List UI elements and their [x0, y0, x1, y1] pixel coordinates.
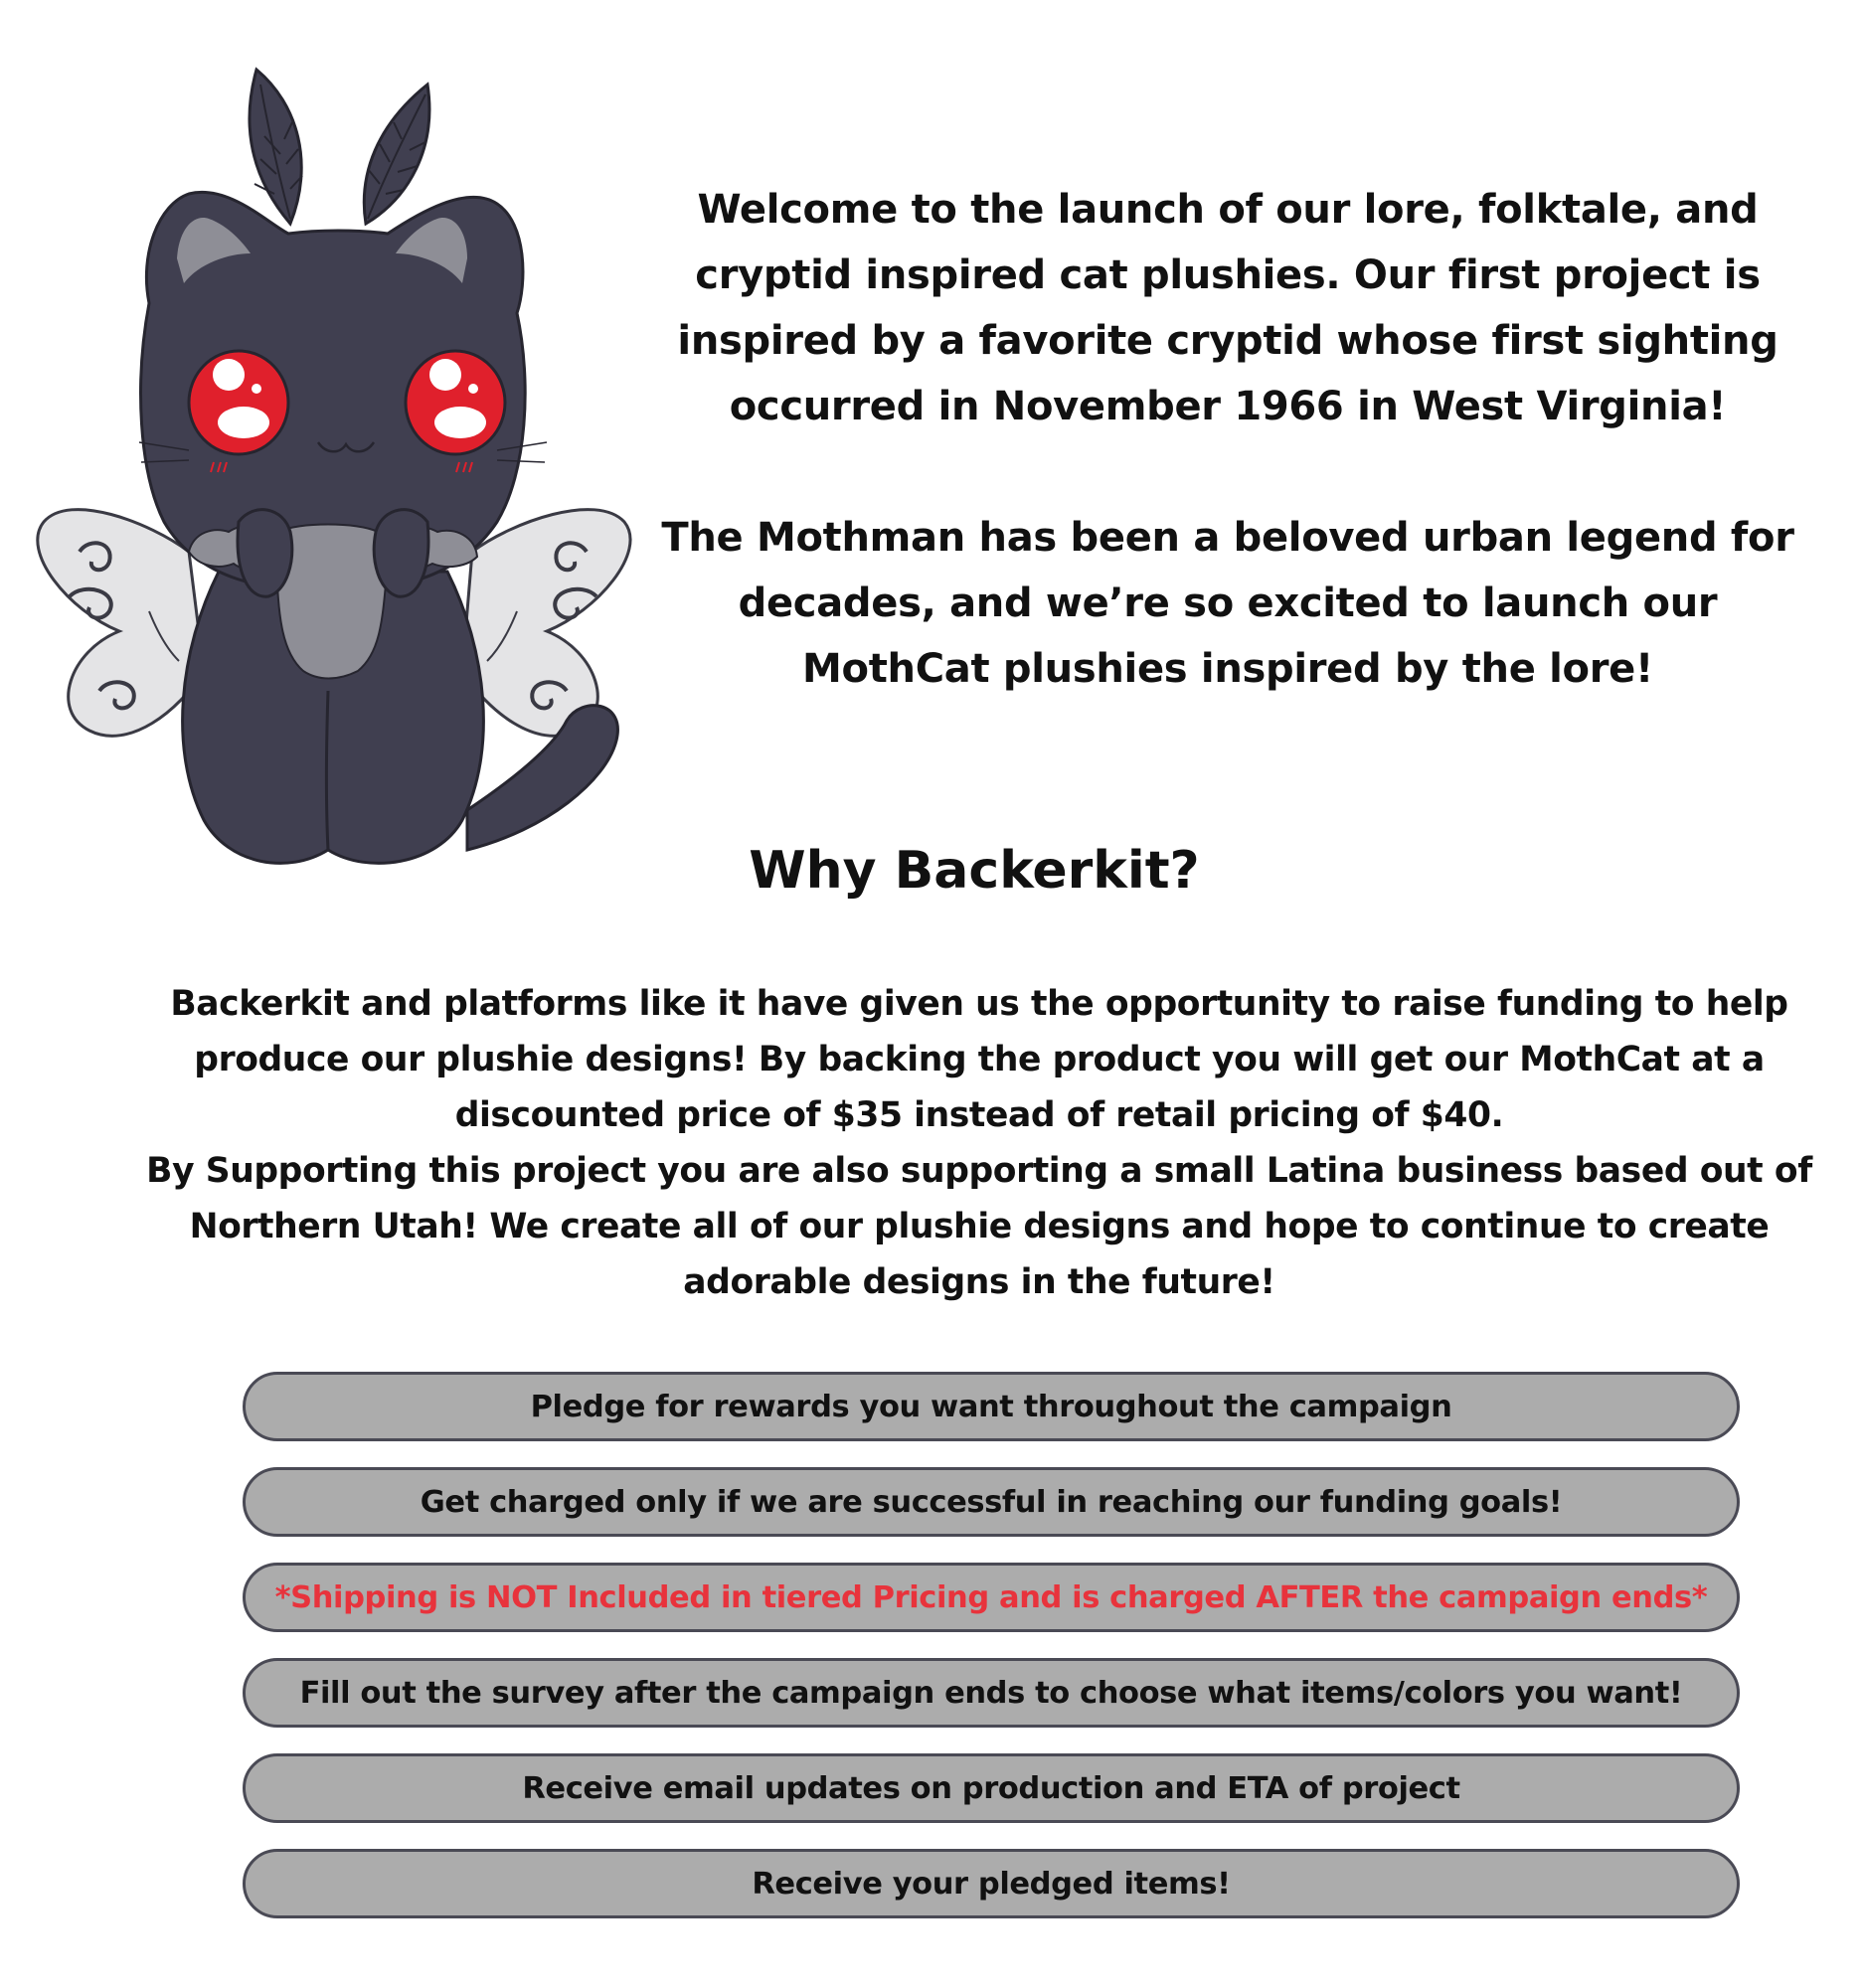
- intro-paragraph: The Mothman has been a beloved urban legend for decades, and we’re so excited to launch our MothCat plushies inspired by the lore!: [661, 515, 1794, 692]
- eye-left: [189, 351, 288, 454]
- mothcat-plushie-icon: [30, 55, 666, 890]
- step-email-updates: Receive email updates on production and ETA of project: [243, 1753, 1740, 1823]
- why-paragraph: By Supporting this project you are also supporting a small Latina business based out of Northern Utah! We create all of our plushie designs and hope to continue to create adorable designs in the future!: [146, 1151, 1812, 1302]
- step-pledge: Pledge for rewards you want throughout the campaign: [243, 1372, 1740, 1441]
- paw-left: [238, 510, 292, 597]
- intro-text: [656, 177, 1799, 702]
- step-shipping-notice: *Shipping is NOT Included in tiered Pricing and is charged AFTER the campaign ends*: [243, 1563, 1740, 1632]
- eye-right: [406, 351, 505, 454]
- why-backerkit-body: [119, 976, 1839, 1310]
- step-charged: Get charged only if we are successful in reaching our funding goals!: [243, 1467, 1740, 1537]
- backing-steps-list: [243, 1372, 1740, 1944]
- antenna-left: [250, 70, 302, 224]
- antenna-right: [364, 84, 429, 224]
- step-survey: Fill out the survey after the campaign ends to choose what items/colors you want!: [243, 1658, 1740, 1728]
- why-paragraph: Backerkit and platforms like it have given us the opportunity to raise funding to help produce our plushie designs! By backing the product you will get our MothCat at a discounted price of $35 instead of retail pricing of $40.: [170, 984, 1788, 1135]
- paw-right: [374, 510, 428, 597]
- wing-right: [462, 510, 630, 737]
- intro-paragraph: Welcome to the launch of our lore, folktale, and cryptid inspired cat plushies. Our first project is inspired by a favorite cryptid whose first sighting occurred in November 1966 in West Virginia!: [677, 187, 1779, 429]
- step-receive-items: Receive your pledged items!: [243, 1849, 1740, 1918]
- why-backerkit-heading: Why Backerkit?: [749, 841, 1200, 901]
- mothcat-illustration: [30, 55, 666, 890]
